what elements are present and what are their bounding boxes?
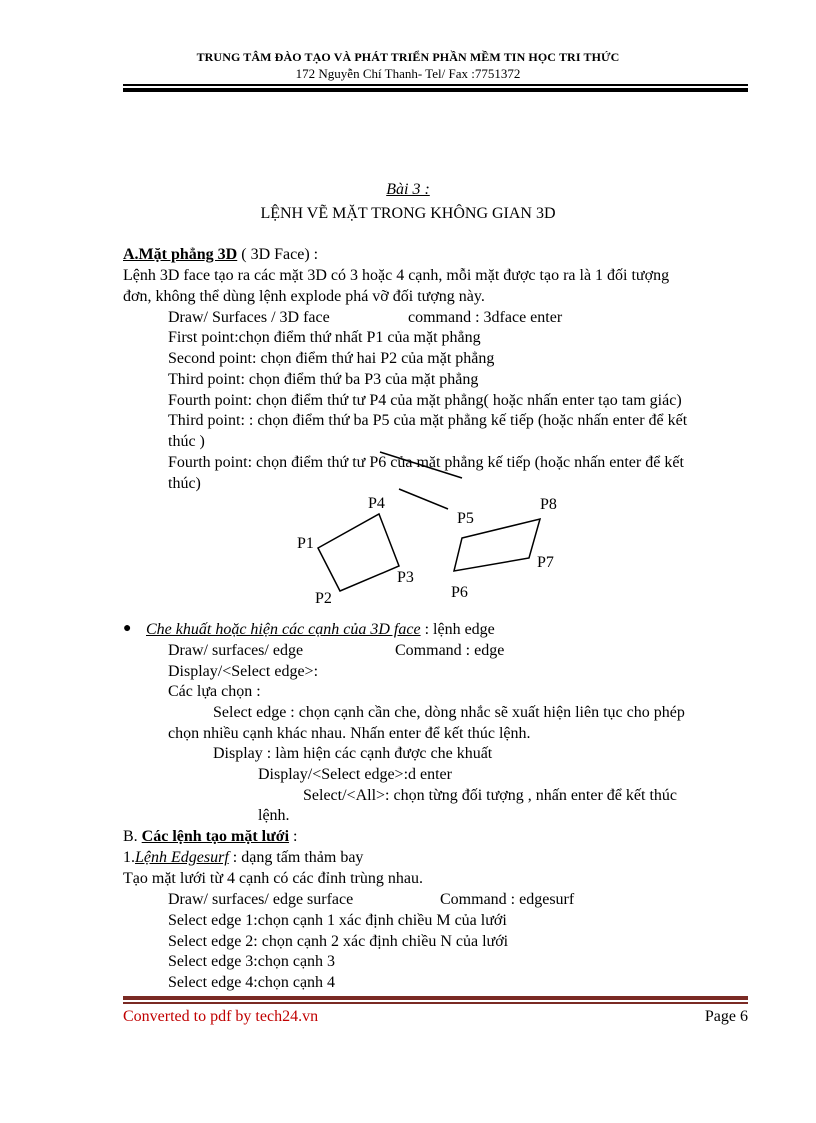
footer-rule-thick [123, 996, 748, 1000]
section-a-desc: đơn, không thể dùng lệnh explode phá vỡ đối tượng này. [123, 288, 485, 305]
step-line: thúc ) [168, 433, 205, 450]
point-label-p3: P3 [397, 569, 414, 586]
lesson-number: Bài 3 : [386, 181, 430, 198]
lesson-title: LỆNH VẼ MẶT TRONG KHÔNG GIAN 3D [260, 205, 556, 222]
section-b-heading: B. Các lệnh tạo mặt lưới : [123, 828, 298, 845]
bullet-icon: ● [123, 621, 132, 636]
select-edge-line: Select edge 3:chọn cạnh 3 [168, 953, 336, 970]
edge-select-line: chọn nhiều cạnh khác nhau. Nhấn enter để kết thúc lệnh. [168, 725, 531, 742]
edge-command: Command : edge [395, 642, 505, 659]
crossed-out-stroke [380, 452, 462, 478]
point-label-p2: P2 [315, 590, 332, 607]
edge-select-line: Select edge : chọn cạnh cần che, dòng nhắc sẽ xuất hiện liên tục cho phép [213, 704, 685, 721]
edge-display-prompt: Display/<Select edge>:d enter [258, 766, 452, 783]
edge-display: Display : làm hiện các cạnh được che khuất [213, 745, 493, 762]
edge-select-all: Select/<All>: chọn từng đối tượng , nhấn enter để kết thúc [303, 787, 677, 804]
point-label-p7: P7 [537, 554, 554, 571]
section-a-menu: Draw/ Surfaces / 3D face [168, 309, 330, 326]
page-number: Page 6 [704, 1008, 748, 1025]
edge-menu: Draw/ surfaces/ edge [168, 642, 304, 659]
section-a-command: command : 3dface enter [408, 309, 563, 326]
edge-options-label: Các lựa chọn : [168, 683, 261, 700]
step-line: Fourth point: chọn điểm thứ tư P6 của mặt phẳng kế tiếp (hoặc nhấn enter để kết [168, 454, 684, 471]
header-org: TRUNG TÂM ĐÀO TẠO VÀ PHÁT TRIỂN PHẦN MỀM TIN HỌC TRI THỨC [196, 50, 620, 64]
point-label-p6: P6 [451, 584, 468, 601]
step-line: Third point: : chọn điểm thứ ba P5 của mặt phẳng kế tiếp (hoặc nhấn enter để kết [168, 412, 688, 429]
section-a-desc: Lệnh 3D face tạo ra các mặt 3D có 3 hoặc 4 cạnh, mỗi mặt được tạo ra là 1 đối tượng [123, 267, 670, 284]
p4-p5-edge [399, 489, 448, 509]
point-label-p1: P1 [297, 535, 314, 552]
footer-rule [123, 1002, 748, 1004]
section-b-command: Command : edgesurf [440, 891, 575, 908]
section-b-menu: Draw/ surfaces/ edge surface [168, 891, 354, 908]
step-line: Fourth point: chọn điểm thứ tư P4 của mặt phẳng( hoặc nhấn enter tạo tam giác) [168, 392, 682, 409]
point-label-p8: P8 [540, 496, 557, 513]
section-b-subheading: 1.Lệnh Edgesurf : dạng tấm thảm bay [123, 849, 364, 866]
edge-prompt: Display/<Select edge>: [168, 663, 319, 680]
section-b-desc: Tạo mặt lưới từ 4 cạnh có các đỉnh trùng nhau. [123, 870, 423, 887]
section-a-heading: A.Mặt phẳng 3D ( 3D Face) : [123, 246, 319, 263]
select-edge-line: Select edge 2: chọn cạnh 2 xác định chiều N của lưới [168, 933, 509, 950]
select-edge-line: Select edge 4:chọn cạnh 4 [168, 974, 336, 991]
step-line: First point:chọn điểm thứ nhất P1 của mặt phẳng [168, 329, 481, 346]
step-line: Second point: chọn điểm thứ hai P2 của mặt phẳng [168, 350, 495, 367]
select-edge-line: Select edge 1:chọn cạnh 1 xác định chiều M của lưới [168, 912, 507, 929]
point-label-p4: P4 [368, 495, 385, 512]
header-address: 172 Nguyễn Chí Thanh- Tel/ Fax :7751372 [295, 66, 521, 81]
face-p1-p2-p3-p4 [318, 514, 399, 591]
edge-heading: Che khuất hoặc hiện các cạnh của 3D face : lệnh edge [146, 621, 495, 638]
footer-credit: Converted to pdf by tech24.vn [123, 1008, 319, 1025]
step-line: Third point: chọn điểm thứ ba P3 của mặt phẳng [168, 371, 479, 388]
point-label-p5: P5 [457, 510, 474, 527]
edge-select-all: lệnh. [258, 807, 290, 824]
step-line: thúc) [168, 475, 201, 492]
